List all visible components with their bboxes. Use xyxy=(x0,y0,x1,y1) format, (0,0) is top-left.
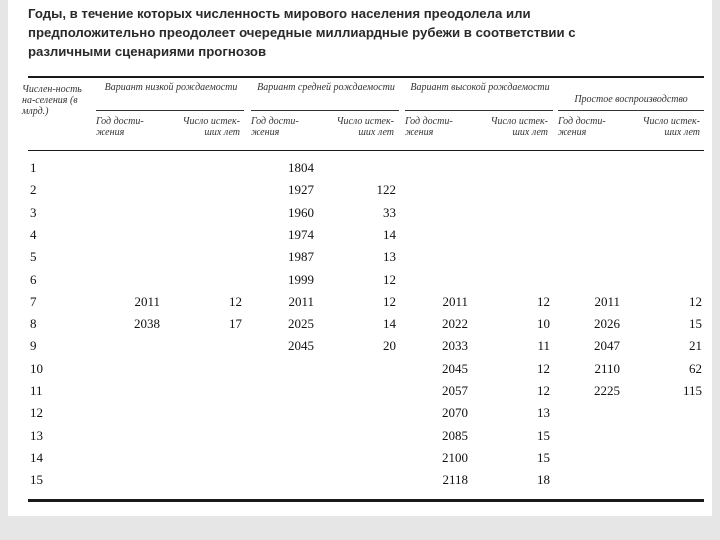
subheader-year-high: Год дости-жения xyxy=(405,116,453,138)
group-header-replacement: Простое воспроизводство xyxy=(574,94,688,105)
table-cell-years-elapsed: 12 xyxy=(537,294,550,309)
row-label: 2 xyxy=(30,182,37,197)
table-cell-year: 2026 xyxy=(594,316,620,331)
table-cell-years-elapsed: 12 xyxy=(537,383,550,398)
row-label: 12 xyxy=(30,405,43,420)
table-title: Годы, в течение которых численность мирового населения преодолела или предположительно преодолеет очередные миллиардные рубежи в соответствии с различными сценариями прогнозов xyxy=(28,6,576,59)
table-cell-years-elapsed: 15 xyxy=(537,450,550,465)
table-cell-year: 2057 xyxy=(442,383,468,398)
row-label: 3 xyxy=(30,205,37,220)
table-cell-year: 1927 xyxy=(288,182,314,197)
table-cell-year: 2011 xyxy=(288,294,314,309)
table-cell-year: 2022 xyxy=(442,316,468,331)
table-cell-years-elapsed: 11 xyxy=(537,338,550,353)
group-rule-medium xyxy=(251,110,399,111)
subheader-count-replacement: Число истек-ших лет xyxy=(642,116,700,138)
subheader-count-high: Число истек-ших лет xyxy=(490,116,548,138)
table-cell-year: 2070 xyxy=(442,405,468,420)
table-cell-years-elapsed: 12 xyxy=(383,294,396,309)
row-label: 10 xyxy=(30,361,43,376)
table-cell-years-elapsed: 33 xyxy=(383,205,396,220)
table-cell-year: 2011 xyxy=(442,294,468,309)
table-cell-year: 1960 xyxy=(288,205,314,220)
table-cell-year: 2033 xyxy=(442,338,468,353)
table-cell-years-elapsed: 10 xyxy=(537,316,550,331)
table-cell-year: 1974 xyxy=(288,227,314,242)
table-cell-year: 2118 xyxy=(442,472,468,487)
table-cell-year: 1804 xyxy=(288,160,314,175)
table-cell-year: 2011 xyxy=(594,294,620,309)
table-cell-year: 2225 xyxy=(594,383,620,398)
row-label-header: Числен-ность на-селения (в млрд.) xyxy=(22,84,82,117)
subheader-year-medium: Год дости-жения xyxy=(251,116,299,138)
row-label: 1 xyxy=(30,160,37,175)
subheader-count-low: Число истек-ших лет xyxy=(182,116,240,138)
group-rule-replacement xyxy=(558,110,704,111)
group-header-low: Вариант низкой рождаемости xyxy=(104,82,238,93)
group-rule-low xyxy=(96,110,244,111)
group-header-medium: Вариант средней рождаемости xyxy=(257,82,395,93)
table-cell-years-elapsed: 12 xyxy=(537,361,550,376)
table-cell-years-elapsed: 115 xyxy=(682,383,702,398)
table-top-rule xyxy=(28,76,704,78)
row-label: 15 xyxy=(30,472,43,487)
table-cell-years-elapsed: 14 xyxy=(383,316,396,331)
table-cell-years-elapsed: 21 xyxy=(689,338,702,353)
table-cell-year: 1987 xyxy=(288,249,314,264)
table-cell-year: 2047 xyxy=(594,338,620,353)
row-label: 9 xyxy=(30,338,37,353)
row-label: 8 xyxy=(30,316,37,331)
row-label: 4 xyxy=(30,227,37,242)
table-bottom-rule xyxy=(28,499,704,502)
group-header-high: Вариант высокой рождаемости xyxy=(410,82,550,93)
table-cell-years-elapsed: 20 xyxy=(383,338,396,353)
table-cell-years-elapsed: 15 xyxy=(689,316,702,331)
row-label: 13 xyxy=(30,428,43,443)
row-label: 5 xyxy=(30,249,37,264)
table-cell-years-elapsed: 18 xyxy=(537,472,550,487)
document-page xyxy=(8,0,712,516)
table-cell-years-elapsed: 17 xyxy=(229,316,242,331)
table-cell-years-elapsed: 62 xyxy=(689,361,702,376)
table-cell-years-elapsed: 14 xyxy=(383,227,396,242)
table-cell-year: 2045 xyxy=(288,338,314,353)
table-cell-years-elapsed: 12 xyxy=(383,272,396,287)
table-cell-years-elapsed: 15 xyxy=(537,428,550,443)
header-bottom-rule xyxy=(28,150,704,151)
group-rule-high xyxy=(405,110,553,111)
table-cell-years-elapsed: 13 xyxy=(537,405,550,420)
table-cell-year: 1999 xyxy=(288,272,314,287)
table-cell-year: 2038 xyxy=(134,316,160,331)
row-label: 6 xyxy=(30,272,37,287)
row-label: 14 xyxy=(30,450,43,465)
row-label: 7 xyxy=(30,294,37,309)
table-cell-year: 2025 xyxy=(288,316,314,331)
table-cell-years-elapsed: 12 xyxy=(689,294,702,309)
table-cell-year: 2011 xyxy=(134,294,160,309)
table-cell-year: 2085 xyxy=(442,428,468,443)
table-cell-years-elapsed: 13 xyxy=(383,249,396,264)
subheader-count-medium: Число истек-ших лет xyxy=(336,116,394,138)
subheader-year-replacement: Год дости-жения xyxy=(558,116,606,138)
table-cell-years-elapsed: 12 xyxy=(229,294,242,309)
table-cell-year: 2110 xyxy=(594,361,620,376)
table-cell-year: 2100 xyxy=(442,450,468,465)
row-label: 11 xyxy=(30,383,43,398)
table-cell-years-elapsed: 122 xyxy=(376,182,396,197)
table-cell-year: 2045 xyxy=(442,361,468,376)
subheader-year-low: Год дости-жения xyxy=(96,116,144,138)
